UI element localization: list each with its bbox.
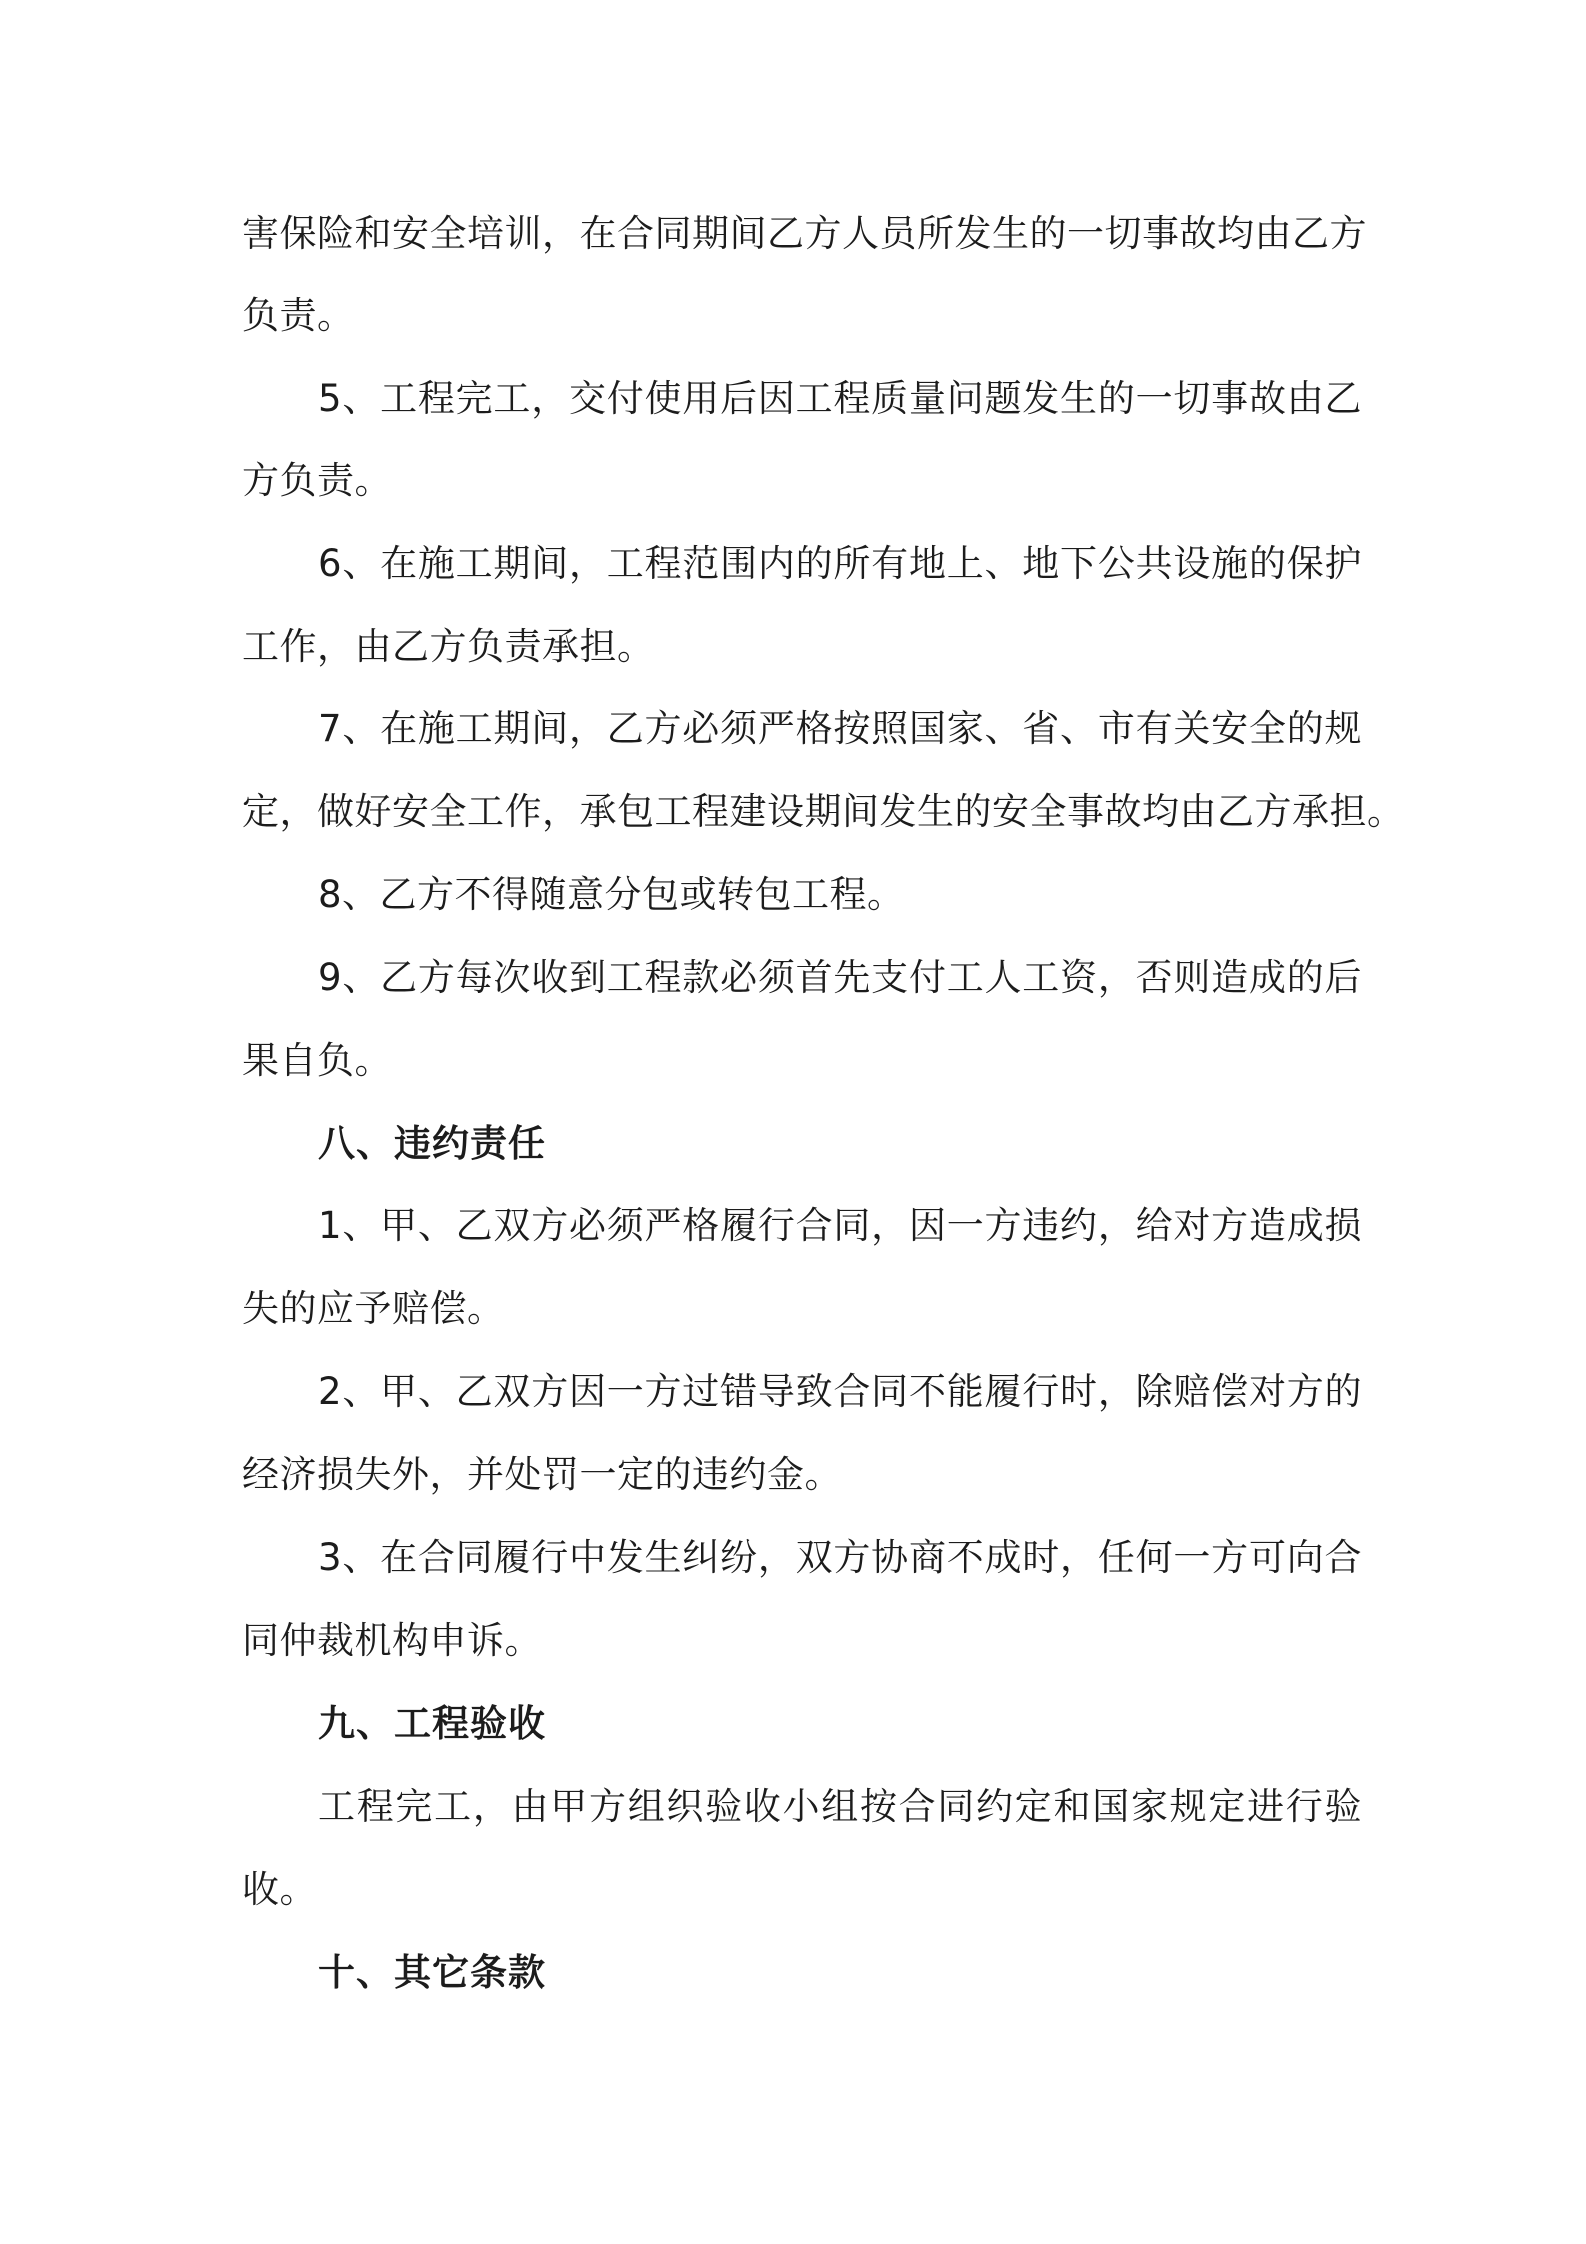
acceptance-line: 工程完工，由甲方组织验收小组按合同约定和国家规定进行验 bbox=[318, 1785, 1362, 1828]
clause-5-line: 5、工程完工，交付使用后因工程质量问题发生的一切事故由乙 bbox=[318, 377, 1362, 420]
section-heading-breach: 八、违约责任 bbox=[318, 1122, 546, 1165]
breach-clause-2-line: 2、甲、乙双方因一方过错导致合同不能履行时，除赔偿对方的 bbox=[318, 1370, 1362, 1413]
clause-9-line: 9、乙方每次收到工程款必须首先支付工人工资，否则造成的后 bbox=[318, 956, 1362, 999]
breach-clause-3-line: 同仲裁机构申诉。 bbox=[242, 1619, 542, 1662]
section-heading-other-terms: 十、其它条款 bbox=[318, 1951, 546, 1994]
section-heading-acceptance: 九、工程验收 bbox=[318, 1702, 546, 1745]
clause-7-line: 定，做好安全工作，承包工程建设期间发生的安全事故均由乙方承担。 bbox=[242, 790, 1405, 833]
breach-clause-1-line: 失的应予赔偿。 bbox=[242, 1287, 505, 1330]
paragraph-line: 害保险和安全培训，在合同期间乙方人员所发生的一切事故均由乙方 bbox=[242, 212, 1367, 255]
acceptance-line: 收。 bbox=[242, 1868, 317, 1911]
breach-clause-2-line: 经济损失外，并处罚一定的违约金。 bbox=[242, 1453, 842, 1496]
clause-6-line: 6、在施工期间，工程范围内的所有地上、地下公共设施的保护 bbox=[318, 542, 1362, 585]
clause-9-line: 果自负。 bbox=[242, 1039, 392, 1082]
clause-5-line: 方负责。 bbox=[242, 459, 392, 502]
breach-clause-3-line: 3、在合同履行中发生纠纷，双方协商不成时，任何一方可向合 bbox=[318, 1536, 1362, 1579]
clause-8-line: 8、乙方不得随意分包或转包工程。 bbox=[318, 873, 905, 916]
breach-clause-1-line: 1、甲、乙双方必须严格履行合同，因一方违约，给对方造成损 bbox=[318, 1204, 1362, 1247]
paragraph-line: 负责。 bbox=[242, 294, 355, 337]
clause-6-line: 工作，由乙方负责承担。 bbox=[242, 625, 655, 668]
clause-7-line: 7、在施工期间，乙方必须严格按照国家、省、市有关安全的规 bbox=[318, 707, 1362, 750]
